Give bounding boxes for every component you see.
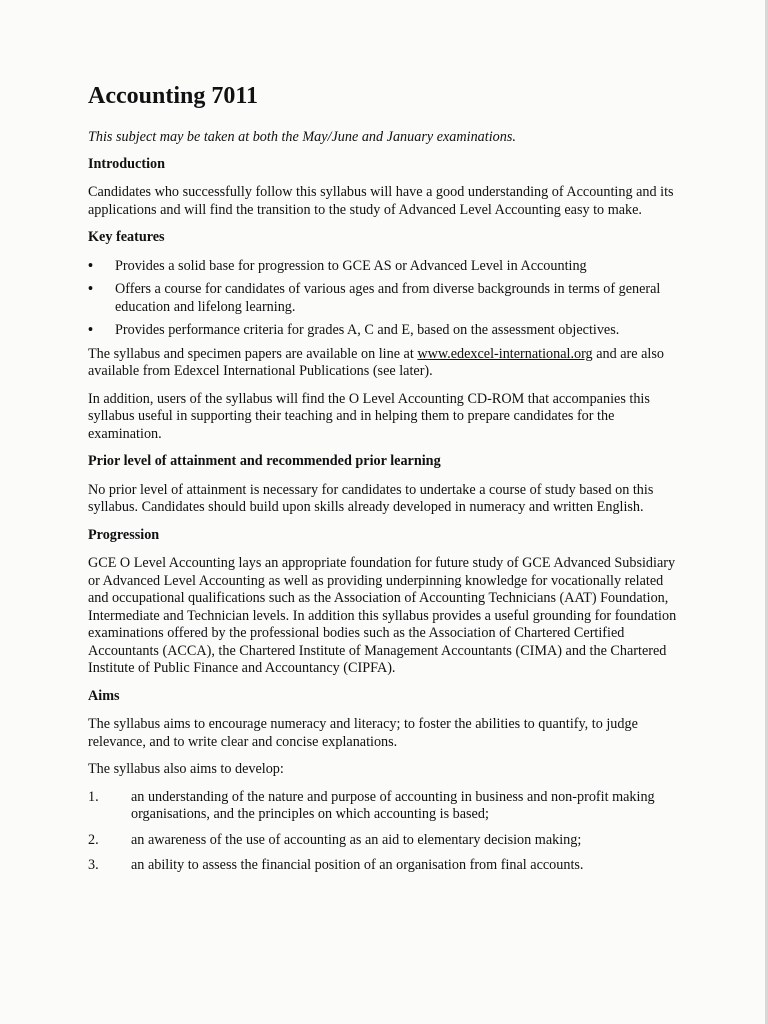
list-item-text: an understanding of the nature and purpose of accounting in business and non-profit making organisations, and the principles on which accounting is based; — [131, 788, 655, 822]
availability-before: The syllabus and specimen papers are available on line at — [88, 345, 418, 362]
document-content — [88, 82, 678, 883]
prior-learning-text: No prior level of attainment is necessary for candidates to undertake a course of study based on this syllabus. Candidates should build upon skills already developed in numeracy and written English. — [88, 481, 654, 515]
list-item — [88, 857, 678, 875]
list-number: 1. — [88, 788, 99, 805]
bullet-icon: • — [88, 281, 93, 297]
aims-intro: The syllabus aims to encourage numeracy and literacy; to foster the abilities to quantify, to judge relevance, and to write clear and concise explanations. — [88, 716, 638, 750]
list-item-text: Provides a solid base for progression to GCE AS or Advanced Level in Accounting — [115, 257, 587, 274]
aims-develop-intro: The syllabus also aims to develop: — [88, 761, 284, 777]
key-features-heading: Key features — [88, 229, 165, 245]
list-number: 2. — [88, 831, 99, 848]
list-item-text: Provides performance criteria for grades A, C and E, based on the assessment objectives. — [115, 322, 620, 338]
availability-after: and are also available from Edexcel International Publications (see later). — [88, 345, 664, 379]
list-item — [88, 832, 678, 850]
cdrom-text: In addition, users of the syllabus will find the O Level Accounting CD-ROM that accompanies this syllabus useful in supporting their teaching and in helping them to prepare candidates for the examination. — [88, 390, 650, 442]
availability-text — [88, 346, 678, 381]
list-item — [88, 281, 678, 316]
progression-heading: Progression — [88, 526, 160, 543]
subtitle: This subject may be taken at both the May/June and January examinations. — [88, 129, 516, 145]
aims-heading: Aims — [88, 687, 120, 704]
website-link[interactable]: www.edexcel-international.org — [417, 345, 593, 362]
prior-learning-heading: Prior level of attainment and recommended prior learning — [88, 453, 441, 469]
list-item — [88, 258, 678, 276]
list-item — [88, 322, 678, 340]
introduction-heading: Introduction — [88, 155, 165, 172]
list-item-text: an awareness of the use of accounting as an aid to elementary decision making; — [131, 831, 582, 848]
aims-list — [88, 789, 678, 875]
list-item — [88, 789, 678, 824]
progression-text: GCE O Level Accounting lays an appropriate foundation for future study of GCE Advanced Subsidiary or Advanced Level Accounting as well as providing underpinning knowledge for vocationally related and occupational qualifications such as the Association of Accounting Technicians (AAT) Foundation, Intermediate and Technician levels. In addition this syllabus provides a useful grounding for foundation examinations offered by the professional bodies such as the Association of Chartered Certified Accountants (ACCA), the Chartered Institute of Management Accountants (CIMA) and the Chartered Institute of Public Finance and Accountancy (CIPFA). — [88, 555, 677, 676]
list-item-text: an ability to assess the financial position of an organisation from final accounts. — [131, 857, 584, 873]
key-features-list — [88, 258, 678, 340]
list-item-text: Offers a course for candidates of various ages and from diverse backgrounds in terms of general education and lifelong learning. — [115, 281, 661, 315]
bullet-icon: • — [88, 257, 93, 274]
list-number: 3. — [88, 857, 99, 873]
page-title: Accounting 7011 — [88, 83, 259, 109]
introduction-text: Candidates who successfully follow this syllabus will have a good understanding of Accounting and its applications and will find the transition to the study of Advanced Level Accounting easy to make. — [88, 184, 674, 218]
bullet-icon: • — [88, 322, 93, 338]
